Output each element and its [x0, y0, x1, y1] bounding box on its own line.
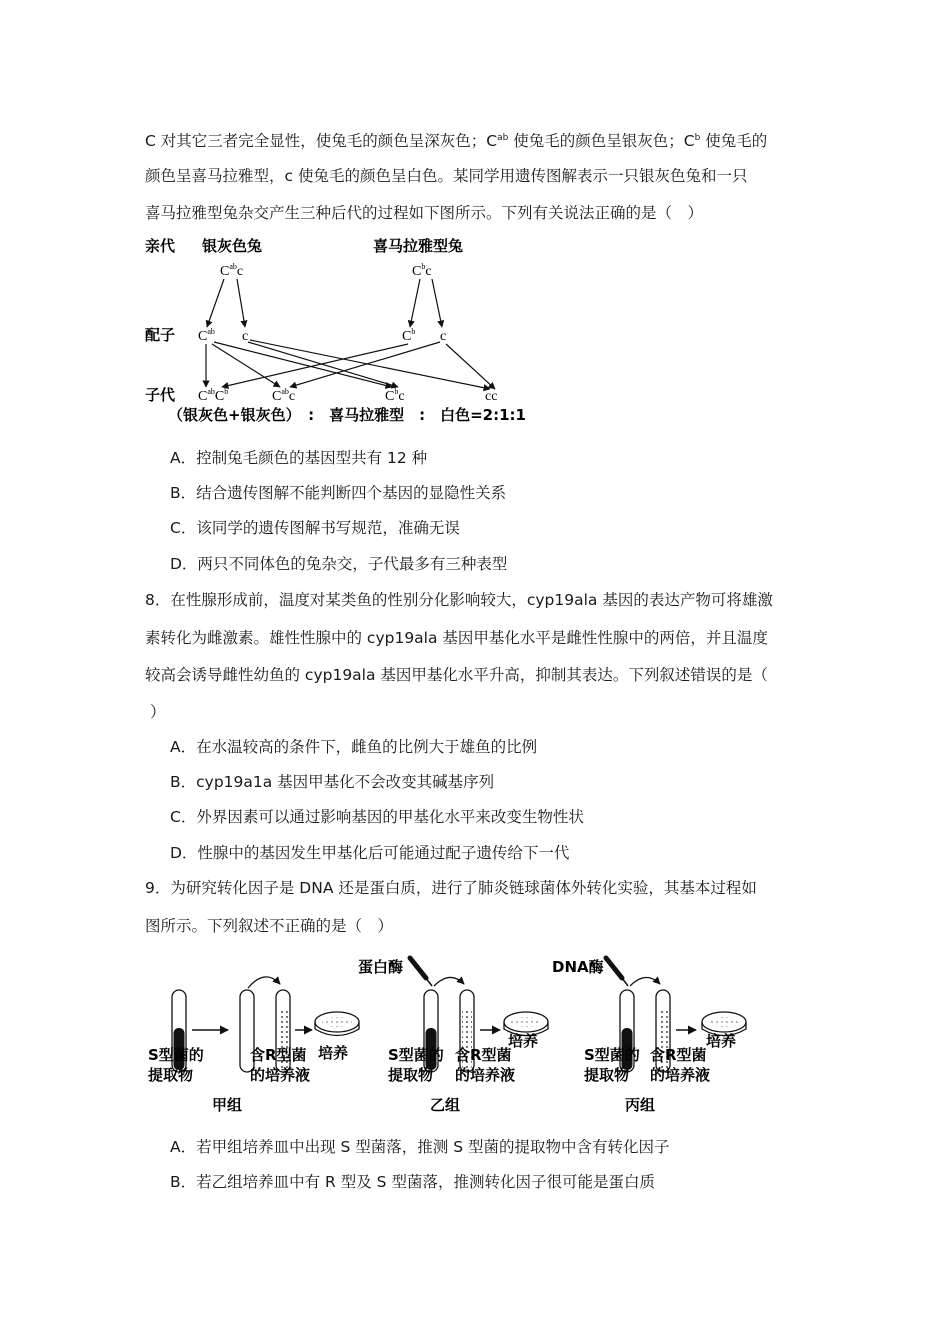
r-medium-label-3b: 的培养液	[650, 1066, 711, 1084]
culture-label-3: 培养	[706, 1032, 737, 1050]
s-extract-label-3b: 提取物	[584, 1066, 630, 1084]
gamete-label: 配子	[145, 326, 176, 344]
parent1-label: 银灰色兔	[202, 237, 263, 255]
q7-line1-part-a: C 对其它三者完全显性，使兔毛的颜色呈深灰色；C	[145, 132, 498, 150]
q8-option-c[interactable]: C．外界因素可以通过影响基因的甲基化水平来改变生物性状	[170, 808, 584, 826]
dropper-icon-1	[410, 958, 432, 986]
cross-arrows	[206, 279, 495, 389]
q8-line-2: 素转化为雌激素。雄性性腺中的 cyp19ala 基因甲基化水平是雌性性腺中的两倍，并且温度	[145, 629, 768, 647]
q7-sup-b: b	[694, 133, 701, 143]
r-medium-label-1b: 的培养液	[250, 1066, 311, 1084]
q7-option-b[interactable]: B．结合遗传图解不能判断四个基因的显隐性关系	[170, 484, 507, 502]
offspring-CabCb	[198, 387, 228, 404]
parent1-genotype	[220, 262, 243, 279]
curved-arrow-2	[434, 977, 464, 986]
curved-arrow-3	[630, 977, 660, 986]
gamete-c-2: c	[440, 329, 447, 344]
q8-line-3: 较高会诱导雌性幼鱼的 cyp19ala 基因甲基化水平升高，抑制其表达。下列叙述错误的是（	[145, 666, 768, 684]
q7-option-c[interactable]: C．该同学的遗传图解书写规范，准确无误	[170, 519, 460, 537]
svg-text:Cabc: $C^{ab}c$	[220, 262, 244, 279]
svg-text:Cbc: $C^bc$	[385, 387, 405, 404]
s-extract-label-1a: S型菌的	[148, 1046, 204, 1064]
q7-line1-part-c: 使兔毛的	[700, 132, 768, 150]
gamete-c-1: c	[242, 329, 249, 344]
culture-label-1: 培养	[318, 1044, 349, 1062]
q9-option-a[interactable]: A．若甲组培养皿中出现 S 型菌落，推测 S 型菌的提取物中含有转化因子	[170, 1138, 670, 1156]
svg-text:CabCb: $C^{ab}C^b$	[198, 387, 229, 404]
s-extract-label-2a: S型菌的	[388, 1046, 444, 1064]
q7-line-1	[145, 128, 767, 151]
svg-text:Cb: $C^b$	[402, 327, 416, 344]
r-medium-label-1a: 含R型菌	[250, 1046, 307, 1064]
genetic-cross-diagram	[140, 232, 580, 432]
r-medium-label-3a: 含R型菌	[650, 1046, 707, 1064]
q7-line-3: 喜马拉雅型兔杂交产生三种后代的过程如下图所示。下列有关说法正确的是（ ）	[145, 204, 704, 222]
q7-option-d[interactable]: D．两只不同体色的兔杂交，子代最多有三种表型	[170, 555, 508, 573]
q8-option-d[interactable]: D．性腺中的基因发生甲基化后可能通过配子遗传给下一代	[170, 844, 570, 862]
offspring-cc: cc	[485, 389, 498, 404]
q7-option-a[interactable]: A．控制兔毛颜色的基因型共有 12 种	[170, 449, 428, 467]
r-medium-label-2b: 的培养液	[455, 1066, 516, 1084]
q9-line-2: 图所示。下列叙述不正确的是（ ）	[145, 917, 394, 935]
offspring-ratio: （银灰色+银灰色） : 喜马拉雅型 : 白色=2:1:1	[168, 406, 526, 424]
gamete-Cb	[402, 327, 415, 344]
parent2-genotype	[412, 262, 432, 279]
svg-text:Cabc: $C^{ab}c$	[272, 387, 296, 404]
s-extract-label-3a: S型菌的	[584, 1046, 640, 1064]
gamete-Cab	[198, 327, 215, 344]
group-yi	[358, 958, 548, 1114]
q7-line-2: 颜色呈喜马拉雅型，c 使兔毛的颜色呈白色。某同学用遗传图解表示一只银灰色兔和一只	[145, 167, 748, 185]
q8-line-4: ）	[150, 703, 166, 721]
q9-line-1: 9．为研究转化因子是 DNA 还是蛋白质，进行了肺炎链球菌体外转化实验，其基本过程如	[145, 879, 757, 897]
group-jia-label: 甲组	[212, 1096, 243, 1114]
petri-dish-1	[315, 1012, 359, 1036]
q7-sup-ab: ab	[497, 133, 509, 143]
q7-line1-part-b: 使兔毛的颜色呈银灰色；C	[508, 132, 695, 150]
q8-option-b[interactable]: B．cyp19a1a 基因甲基化不会改变其碱基序列	[170, 773, 495, 791]
parent2-label: 喜马拉雅型兔	[373, 237, 464, 255]
offspring-Cabc	[272, 387, 295, 404]
group-jia	[148, 977, 359, 1114]
q8-line-1: 8．在性腺形成前，温度对某类鱼的性别分化影响较大，cyp19ala 基因的表达产物可将雄激	[145, 591, 773, 609]
q8-option-a[interactable]: A．在水温较高的条件下，雌鱼的比例大于雄鱼的比例	[170, 738, 538, 756]
protease-label: 蛋白酶	[358, 958, 404, 976]
culture-label-2: 培养	[508, 1032, 539, 1050]
group-yi-label: 乙组	[430, 1096, 461, 1114]
curved-arrow-1	[248, 977, 280, 988]
q9-option-b[interactable]: B．若乙组培养皿中有 R 型及 S 型菌落，推测转化因子很可能是蛋白质	[170, 1173, 655, 1191]
dropper-icon-2	[606, 958, 628, 986]
parent-generation-label: 亲代	[145, 237, 176, 255]
group-bing	[552, 958, 746, 1114]
offspring-label: 子代	[145, 386, 176, 404]
r-medium-label-2a: 含R型菌	[455, 1046, 512, 1064]
dnase-label: DNA酶	[552, 958, 604, 976]
svg-text:Cbc: $C^bc$	[412, 262, 432, 279]
transformation-experiment-figure	[140, 950, 760, 1125]
svg-text:Cab: $C^{ab}$	[198, 327, 215, 344]
offspring-Cbc	[385, 387, 405, 404]
s-extract-label-1b: 提取物	[148, 1066, 194, 1084]
group-bing-label: 丙组	[625, 1096, 656, 1114]
s-extract-label-2b: 提取物	[388, 1066, 434, 1084]
